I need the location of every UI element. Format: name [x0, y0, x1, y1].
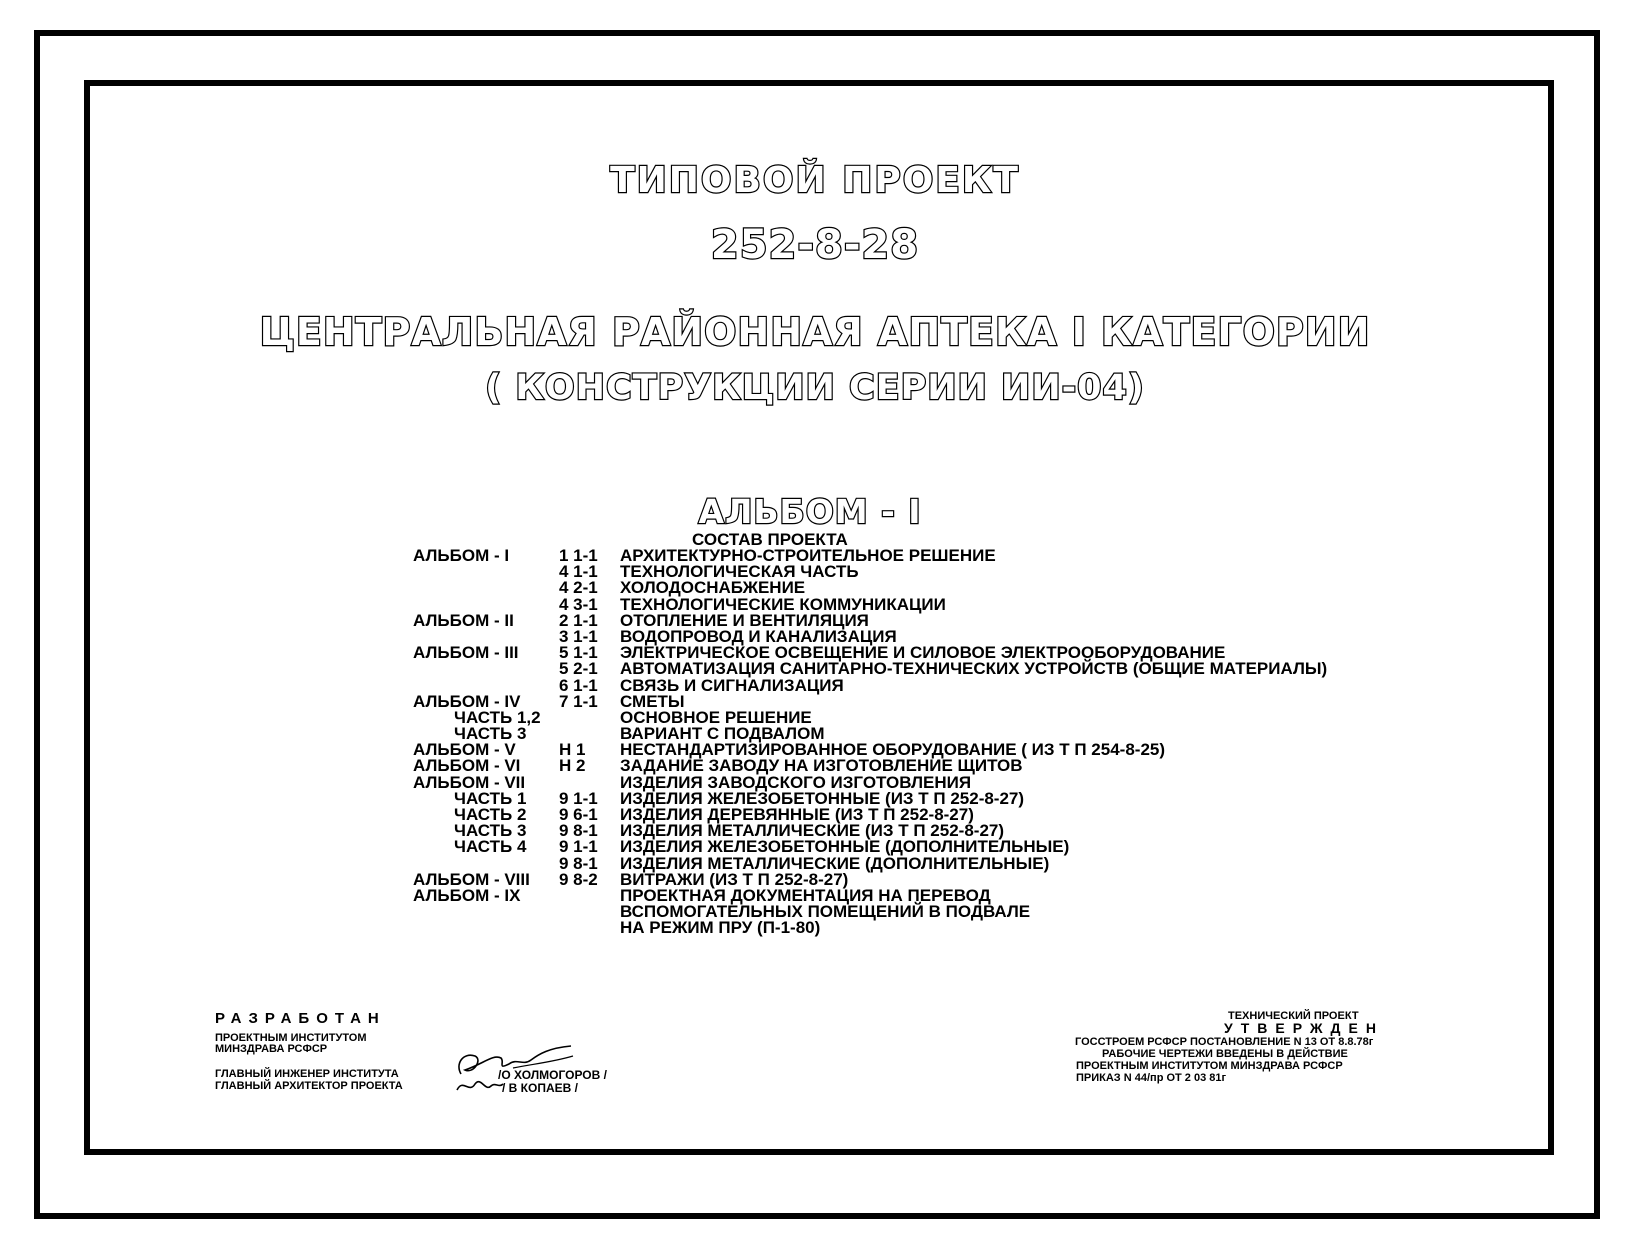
- section-title: НА РЕЖИМ ПРУ (П-1-80): [620, 918, 821, 938]
- chief-engineer-label: ГЛАВНЫЙ ИНЖЕНЕР ИНСТИТУТА: [215, 1068, 399, 1080]
- section-title: НЕСТАНДАРТИЗИРОВАННОЕ ОБОРУДОВАНИЕ ( ИЗ Т П 254-8-25): [620, 740, 1166, 760]
- section-code: 4 3-1: [559, 594, 598, 614]
- section-title: ВИТРАЖИ (ИЗ Т П 252-8-27): [620, 869, 849, 889]
- section-title: ВАРИАНТ С ПОДВАЛОМ: [620, 724, 825, 744]
- chief-engineer-name: /О ХОЛМОГОРОВ /: [498, 1068, 607, 1082]
- section-code: 9 8-2: [559, 869, 598, 889]
- section-code: 1 1-1: [559, 546, 598, 565]
- composition-list: [0, 548, 1630, 937]
- section-title: ТЕХНОЛОГИЧЕСКИЕ КОММУНИКАЦИИ: [620, 594, 946, 614]
- section-code: 5 2-1: [559, 659, 598, 679]
- section-code: 9 1-1: [559, 837, 598, 857]
- album-label: АЛЬБОМ - V: [413, 740, 516, 760]
- developer-org-line2: МИНЗДРАВА РСФСР: [215, 1043, 328, 1055]
- section-title: ОСНОВНОЕ РЕШЕНИЕ: [620, 707, 812, 727]
- section-code: 9 1-1: [559, 788, 598, 808]
- section-title: ИЗДЕЛИЯ ДЕРЕВЯННЫЕ (ИЗ Т П 252-8-27): [620, 805, 974, 824]
- section-title: ХОЛОДОСНАБЖЕНИЕ: [620, 578, 806, 598]
- approval-line2: УТВЕРЖДЕН: [1224, 1020, 1384, 1036]
- composition-row: [0, 675, 1630, 695]
- composition-title: СОСТАВ ПРОЕКТА: [692, 530, 848, 549]
- album-label: ЧАСТЬ 1,2: [454, 707, 541, 727]
- section-title: ВОДОПРОВОД И КАНАЛИЗАЦИЯ: [620, 626, 897, 646]
- section-code: 9 6-1: [559, 805, 598, 824]
- album-label: ЧАСТЬ 3: [454, 821, 527, 841]
- section-code: 9 8-1: [559, 821, 598, 841]
- project-subtitle: ( КОНСТРУКЦИИ СЕРИИ ИИ-04): [485, 368, 1145, 408]
- composition-row: [0, 920, 1630, 936]
- developer-org-line1: ПРОЕКТНЫМ ИНСТИТУТОМ: [215, 1032, 367, 1044]
- composition-row: [0, 564, 1630, 580]
- album-title: АЛЬБОМ - I: [698, 492, 922, 531]
- album-label: ЧАСТЬ 1: [454, 788, 527, 808]
- album-label: АЛЬБОМ - IV: [413, 691, 521, 711]
- album-label: АЛЬБОМ - VII: [413, 772, 526, 792]
- album-label: АЛЬБОМ - IX: [413, 885, 521, 905]
- album-label: АЛЬБОМ - II: [413, 610, 514, 630]
- section-code: 2 1-1: [559, 610, 598, 630]
- section-code: 7 1-1: [559, 691, 598, 711]
- section-code: Н 1: [559, 740, 586, 760]
- composition-row: [0, 691, 1630, 711]
- section-title: ИЗДЕЛИЯ МЕТАЛЛИЧЕСКИЕ (ДОПОЛНИТЕЛЬНЫЕ): [620, 853, 1050, 873]
- section-title: ИЗДЕЛИЯ ЗАВОДСКОГО ИЗГОТОВЛЕНИЯ: [620, 772, 972, 792]
- section-title: АВТОМАТИЗАЦИЯ САНИТАРНО-ТЕХНИЧЕСКИХ УСТРОЙСТВ (ОБЩИЕ МАТЕРИАЛЫ): [620, 659, 1328, 679]
- section-title: ИЗДЕЛИЯ ЖЕЛЕЗОБЕТОННЫЕ (ДОПОЛНИТЕЛЬНЫЕ): [620, 837, 1070, 857]
- album-label: ЧАСТЬ 3: [454, 724, 527, 744]
- developer-heading: РАЗРАБОТАН: [215, 1010, 386, 1027]
- project-number: 252-8-28: [710, 222, 920, 268]
- section-title: ЭЛЕКТРИЧЕСКОЕ ОСВЕЩЕНИЕ И СИЛОВОЕ ЭЛЕКТРООБОРУДОВАНИЕ: [620, 643, 1226, 663]
- section-title: ИЗДЕЛИЯ МЕТАЛЛИЧЕСКИЕ (ИЗ Т П 252-8-27): [620, 821, 1005, 841]
- approval-line6: ПРИКАЗ N 44/пр ОТ 2 03 81г: [1076, 1072, 1227, 1084]
- section-title: ТЕХНОЛОГИЧЕСКАЯ ЧАСТЬ: [620, 562, 859, 582]
- section-code: 6 1-1: [559, 675, 598, 695]
- approval-line4: РАБОЧИЕ ЧЕРТЕЖИ ВВЕДЕНЫ В ДЕЙСТВИЕ: [1102, 1048, 1348, 1060]
- section-title: ВСПОМОГАТЕЛЬНЫХ ПОМЕЩЕНИЙ В ПОДВАЛЕ: [620, 902, 1031, 922]
- developer-block: [215, 1010, 715, 1100]
- section-title: АРХИТЕКТУРНО-СТРОИТЕЛЬНОЕ РЕШЕНИЕ: [620, 546, 996, 565]
- document-type-title: ТИПОВОЙ ПРОЕКТ: [610, 160, 1020, 201]
- section-code: 4 1-1: [559, 562, 598, 582]
- section-title: СМЕТЫ: [620, 691, 685, 711]
- section-title: ОТОПЛЕНИЕ И ВЕНТИЛЯЦИЯ: [620, 610, 869, 630]
- album-label: ЧАСТЬ 2: [454, 805, 527, 824]
- section-code: 4 2-1: [559, 578, 598, 598]
- section-code: 3 1-1: [559, 626, 598, 646]
- album-label: ЧАСТЬ 4: [454, 837, 527, 857]
- approval-line1: ТЕХНИЧЕСКИЙ ПРОЕКТ: [1228, 1010, 1359, 1022]
- section-title: ЗАДАНИЕ ЗАВОДУ НА ИЗГОТОВЛЕНИЕ ЩИТОВ: [620, 756, 1023, 776]
- section-code: 9 8-1: [559, 853, 598, 873]
- section-title: ПРОЕКТНАЯ ДОКУМЕНТАЦИЯ НА ПЕРЕВОД: [620, 885, 991, 905]
- section-code: Н 2: [559, 756, 586, 776]
- approval-line5: ПРОЕКТНЫМ ИНСТИТУТОМ МИНЗДРАВА РСФСР: [1076, 1060, 1343, 1072]
- chief-architect-name: / В КОПАЕВ /: [502, 1081, 578, 1095]
- album-label: АЛЬБОМ - VI: [413, 756, 521, 776]
- project-name: ЦЕНТРАЛЬНАЯ РАЙОННАЯ АПТЕКА I КАТЕГОРИИ: [259, 310, 1371, 354]
- approval-line3: ГОССТРОЕМ РСФСР ПОСТАНОВЛЕНИЕ N 13 ОТ 8.8.78г: [1075, 1036, 1374, 1048]
- section-title: СВЯЗЬ И СИГНАЛИЗАЦИЯ: [620, 675, 844, 695]
- album-label: АЛЬБОМ - III: [413, 643, 519, 663]
- approval-block: [1070, 1010, 1430, 1100]
- project-composition: [0, 532, 1630, 942]
- album-label: АЛЬБОМ - I: [413, 546, 510, 565]
- album-label: АЛЬБОМ - VIII: [413, 869, 530, 889]
- chief-architect-label: ГЛАВНЫЙ АРХИТЕКТОР ПРОЕКТА: [215, 1080, 403, 1092]
- section-title: ИЗДЕЛИЯ ЖЕЛЕЗОБЕТОННЫЕ (ИЗ Т П 252-8-27): [620, 788, 1025, 808]
- section-code: 5 1-1: [559, 643, 598, 663]
